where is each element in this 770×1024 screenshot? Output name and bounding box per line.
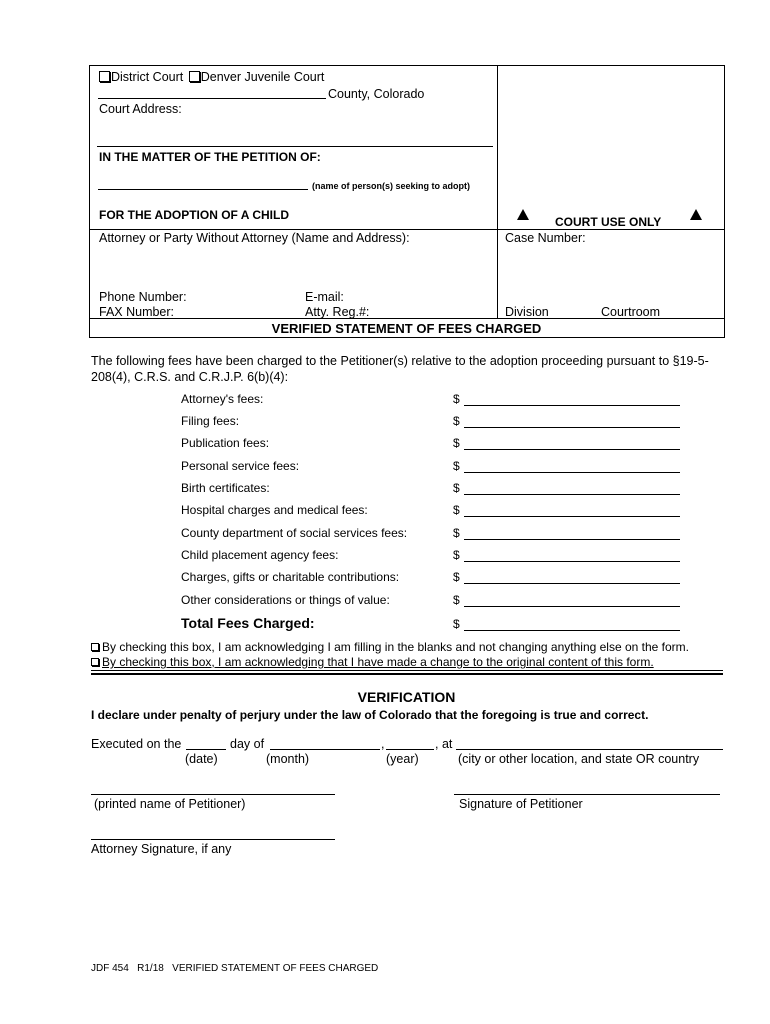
denver-juvenile-checkbox[interactable] [189,71,200,82]
dollar-sign: $ [453,392,460,406]
phone-label: Phone Number: [99,290,187,304]
courtroom-label: Courtroom [601,305,661,319]
fee-label: Charges, gifts or charitable contributions: [181,570,400,584]
year-caption: (year) [386,752,419,766]
fee-label: Publication fees: [181,436,270,450]
in-the-matter-label: IN THE MATTER OF THE PETITION OF: [99,150,321,164]
dollar-sign: $ [453,548,460,562]
dollar-sign: $ [453,414,460,428]
fee-amount-field[interactable] [464,583,680,584]
form-title: VERIFIED STATEMENT OF FEES CHARGED [271,321,542,336]
attorney-party-label: Attorney or Party Without Attorney (Name and Address): [99,231,410,245]
court-use-only-label: COURT USE ONLY [555,215,662,229]
day-of-label: day of [230,737,265,751]
total-fees-label: Total Fees Charged: [181,615,315,631]
verification-declaration: I declare under penalty of perjury under the law of Colorado that the foregoing is true and correct. [91,708,649,722]
year-field[interactable] [386,749,434,750]
atty-reg-label: Atty. Reg.#: [305,305,370,319]
fee-amount-field[interactable] [464,516,680,517]
name-seeking-label: (name of person(s) seeking to adopt) [312,181,471,191]
address-rule [97,146,493,147]
printed-name-field[interactable] [91,794,335,795]
ack-no-change-row [91,640,689,654]
dollar-sign: $ [453,526,460,540]
district-court-label: District Court [111,70,184,84]
fee-amount-field[interactable] [464,606,680,607]
at-label: , at [435,737,453,751]
attorney-signature-field[interactable] [91,839,335,840]
fee-label: Hospital charges and medical fees: [181,503,368,517]
ack-no-change-checkbox[interactable] [91,643,99,651]
dollar-sign: $ [453,481,460,495]
city-field[interactable] [456,749,723,750]
fee-amount-field[interactable] [464,472,680,473]
dollar-sign: $ [453,503,460,517]
intro-line-1: The following fees have been charged to the Petitioner(s) relative to the adoption proceeding pursuant to §19-5- [91,354,709,368]
fee-label: Birth certificates: [181,481,270,495]
dollar-sign: $ [453,593,460,607]
caption-divider-vertical [497,65,498,318]
district-court-checkbox[interactable] [99,71,110,82]
ack-no-change-label: By checking this box, I am acknowledging I am filling in the blanks and not changing anything else on the form. [102,640,690,654]
court-type-row [99,70,324,84]
signature-caption: Signature of Petitioner [459,797,583,811]
ack-changed-row [91,655,654,669]
month-caption: (month) [266,752,310,766]
for-adoption-label: FOR THE ADOPTION OF A CHILD [99,208,289,222]
fee-amount-field[interactable] [464,405,680,406]
month-field[interactable] [270,749,380,750]
denver-juvenile-label: Denver Juvenile Court [200,70,325,84]
fee-label: Personal service fees: [181,459,300,473]
verification-title: VERIFICATION [357,689,456,705]
fee-amount-field[interactable] [464,427,680,428]
attorney-signature-caption: Attorney Signature, if any [91,842,232,856]
double-rule-bottom [91,673,723,675]
email-label: E-mail: [305,290,344,304]
double-rule-top [91,670,723,671]
signature-field[interactable] [454,794,720,795]
ack-changed-label: By checking this box, I am acknowledging that I have made a change to the original content of this form. [102,655,654,669]
fee-amount-field[interactable] [464,539,680,540]
case-number-label: Case Number: [505,231,586,245]
fee-amount-field[interactable] [464,449,680,450]
court-use-triangle-left [517,209,529,223]
total-dollar-sign: $ [453,617,460,631]
executed-on-label: Executed on the [91,737,182,751]
up-triangle-icon [690,209,702,220]
fee-label: Child placement agency fees: [181,548,339,562]
caption-rule-mid [89,229,724,230]
city-caption: (city or other location, and state OR country [458,752,700,766]
fee-label: Other considerations or things of value: [181,593,390,607]
fee-amount-field[interactable] [464,561,680,562]
fee-amount-field[interactable] [464,494,680,495]
fax-label: FAX Number: [99,305,175,319]
printed-name-caption: (printed name of Petitioner) [94,797,246,811]
comma-label: , [381,737,385,751]
total-amount-field[interactable] [464,630,680,631]
dollar-sign: $ [453,436,460,450]
fee-label: Filing fees: [181,414,240,428]
dollar-sign: $ [453,570,460,584]
intro-line-2: 208(4), C.R.S. and C.R.J.P. 6(b)(4): [91,370,289,384]
division-label: Division [505,305,549,319]
dollar-sign: $ [453,459,460,473]
county-field[interactable] [98,98,326,99]
ack-changed-checkbox[interactable] [91,658,99,666]
up-triangle-icon [517,209,529,220]
fee-label: Attorney's fees: [181,392,264,406]
court-use-triangle-right [690,209,702,223]
court-address-label: Court Address: [99,102,182,116]
petitioner-name-field[interactable] [98,189,308,190]
fee-label: County department of social services fees: [181,526,408,540]
date-field[interactable] [186,749,226,750]
form-footer: JDF 454 R1/18 VERIFIED STATEMENT OF FEES CHARGED [91,963,379,974]
county-label: County, Colorado [328,87,425,101]
date-caption: (date) [185,752,218,766]
